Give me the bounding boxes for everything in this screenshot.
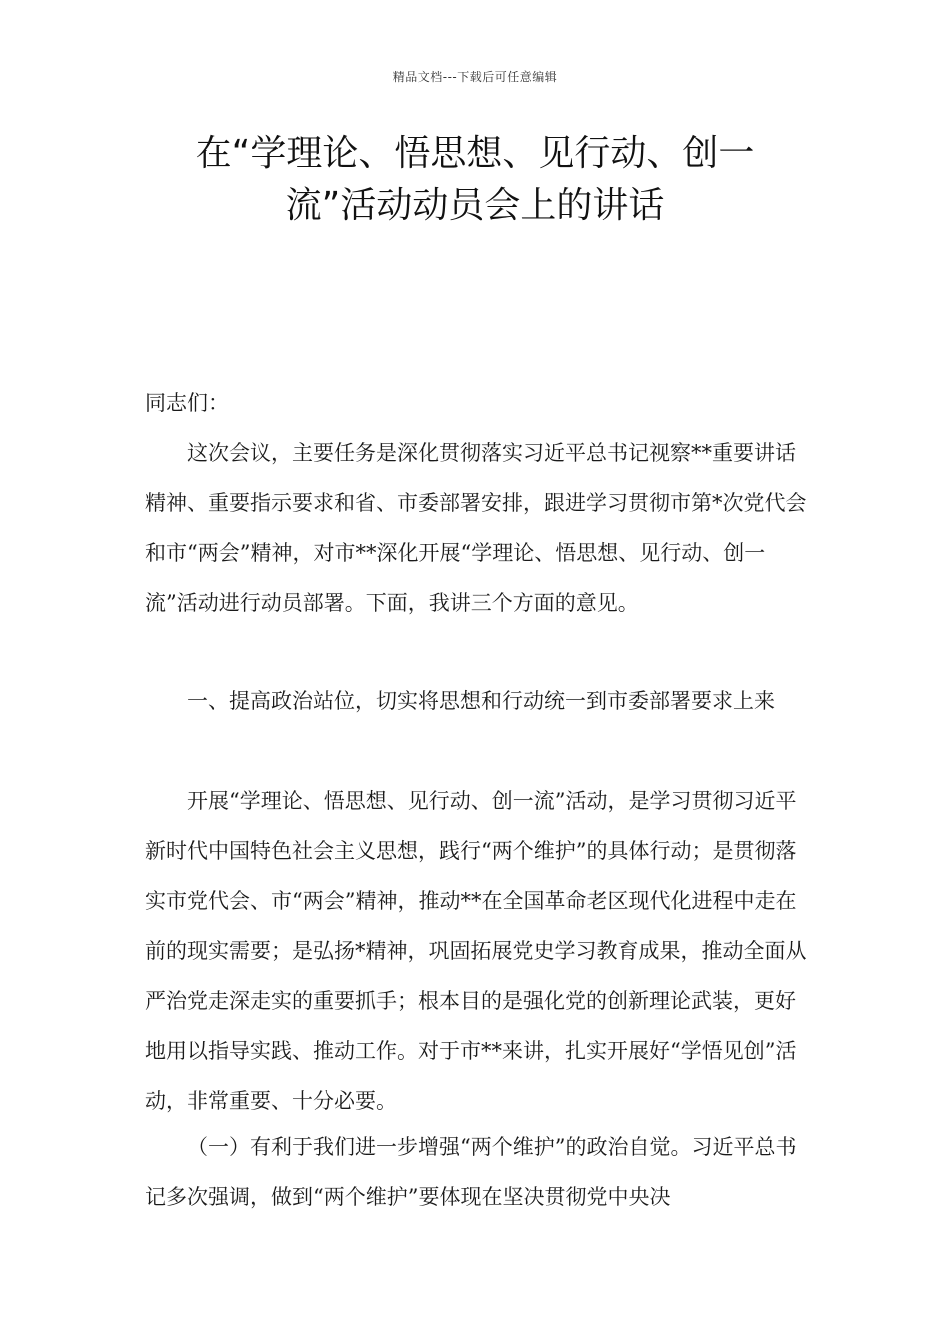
title-line-1: 在“学理论、悟思想、见行动、创一 <box>195 133 755 174</box>
section-1-paragraph: 开展“学理论、悟思想、见行动、创一流”活动，是学习贯彻习近平新时代中国特色社会主义思想，践行“两个维护”的具体行动；是贯彻落实市党代会、市“两会”精神，推动**在全国革命老区现代化进程中走在前的现实需要；是弘扬*精神，巩固拓展党史学习教育成果，推动全面从严治党走深走实的重要抓手；根本目的是强化党的创新理论武装，更好地用以指导实践、推动工作。对于市**来讲，扎实开展好“学悟见创”活动，非常重要、十分必要。 <box>145 789 807 1113</box>
header-note: 精品文档---下载后可任意编辑 <box>392 70 558 84</box>
salutation: 同志们： <box>145 391 229 415</box>
title-line-2: 流”活动动员会上的讲话 <box>285 185 665 226</box>
section-heading-1: 一、提高政治站位，切实将思想和行动统一到市委部署要求上来 <box>187 689 775 713</box>
intro-paragraph: 这次会议，主要任务是深化贯彻落实习近平总书记视察**重要讲话精神、重要指示要求和省、市委部署安排，跟进学习贯彻市第*次党代会和市“两会”精神，对市**深化开展“学理论、悟思想、见行动、创一流”活动进行动员部署。下面，我讲三个方面的意见。 <box>145 441 807 615</box>
subsection-1-paragraph: （一）有利于我们进一步增强“两个维护”的政治自觉。习近平总书记多次强调，做到“两个维护”要体现在坚决贯彻党中央决 <box>145 1135 797 1209</box>
document-title <box>130 128 820 232</box>
